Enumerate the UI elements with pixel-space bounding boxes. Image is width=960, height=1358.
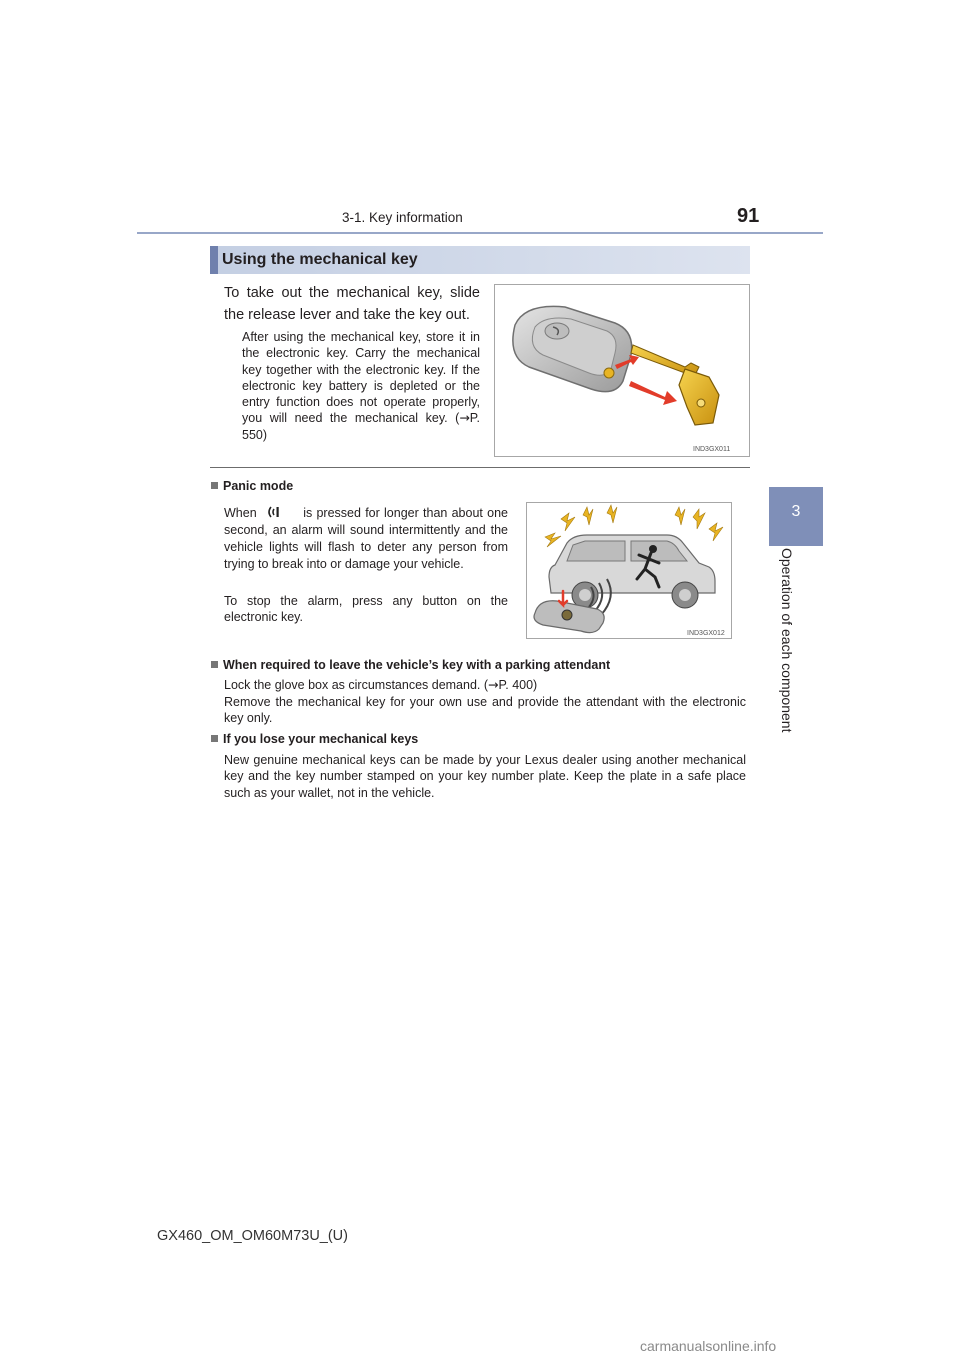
section-note: [242, 329, 480, 443]
attendant-line2: Remove the mechanical key for your own use and provide the attendant with the electronic key only.: [224, 695, 746, 726]
document-code: GX460_OM_OM60M73U_(U): [157, 1228, 348, 1244]
attendant-line1: [224, 677, 746, 693]
note-text: After using the mechanical key, store it in the electronic key. Carry the mechanical key together with the electronic key. If the electronic key battery is depleted or the entry function does not operate properly, you will need the mechanical key. (: [242, 330, 480, 426]
section-intro: To take out the mechanical key, slide the release lever and take the key out.: [224, 285, 480, 323]
lose-keys-heading: [211, 732, 418, 746]
panic-heading-text: Panic mode: [223, 479, 294, 493]
bullet-square-icon: [211, 482, 218, 489]
attendant-heading: [211, 658, 610, 672]
panic-description: [224, 505, 508, 573]
watermark: carmanualsonline.info: [640, 1338, 777, 1354]
attendant-heading-text: When required to leave the vehicle’s key with a parking attendant: [223, 658, 611, 672]
arrow-ref-icon: →: [459, 410, 470, 426]
attendant-page-ref: P. 400): [498, 678, 538, 692]
key-fob-drawing: [495, 285, 749, 456]
header-divider: [137, 232, 823, 234]
car-alarm-drawing: [527, 503, 731, 638]
section-title: Using the mechanical key: [222, 251, 418, 268]
panic-when: When: [224, 506, 257, 520]
mechanical-key-illustration: [494, 284, 750, 457]
chapter-label: Operation of each component: [779, 548, 795, 733]
panic-button-icon: [261, 505, 299, 519]
page-number: 91: [737, 205, 760, 227]
panic-mode-heading: [211, 479, 293, 493]
header-section-title: 3-1. Key information: [342, 210, 463, 225]
arrow-ref-icon: →: [488, 677, 499, 692]
chapter-number: 3: [791, 503, 801, 520]
bullet-square-icon: [211, 735, 218, 742]
bullet-square-icon: [211, 661, 218, 668]
panic-alarm-illustration: [526, 502, 732, 639]
attendant-line1-text: Lock the glove box as circumstances demand. (: [224, 678, 489, 692]
section-end-divider: [210, 467, 750, 468]
panic-rest: is pressed for longer than about one second, an alarm will sound intermittently and the vehicle lights will flash to deter any person from trying to break into or damage your vehicle.: [224, 506, 508, 571]
lose-heading-text: If you lose your mechanical keys: [223, 732, 419, 746]
image-code-2: IND3GX012: [687, 630, 725, 637]
panic-stop-text: To stop the alarm, press any button on the electronic key.: [224, 594, 508, 625]
note-page-ref: P. 550): [242, 411, 480, 442]
image-code-1: IND3GX011: [693, 446, 731, 453]
lose-keys-text: New genuine mechanical keys can be made by your Lexus dealer using another mechanical key and the key number stamped on your key number plate. Keep the plate in a safe place such as your wallet, not in the vehicle.: [224, 753, 746, 800]
